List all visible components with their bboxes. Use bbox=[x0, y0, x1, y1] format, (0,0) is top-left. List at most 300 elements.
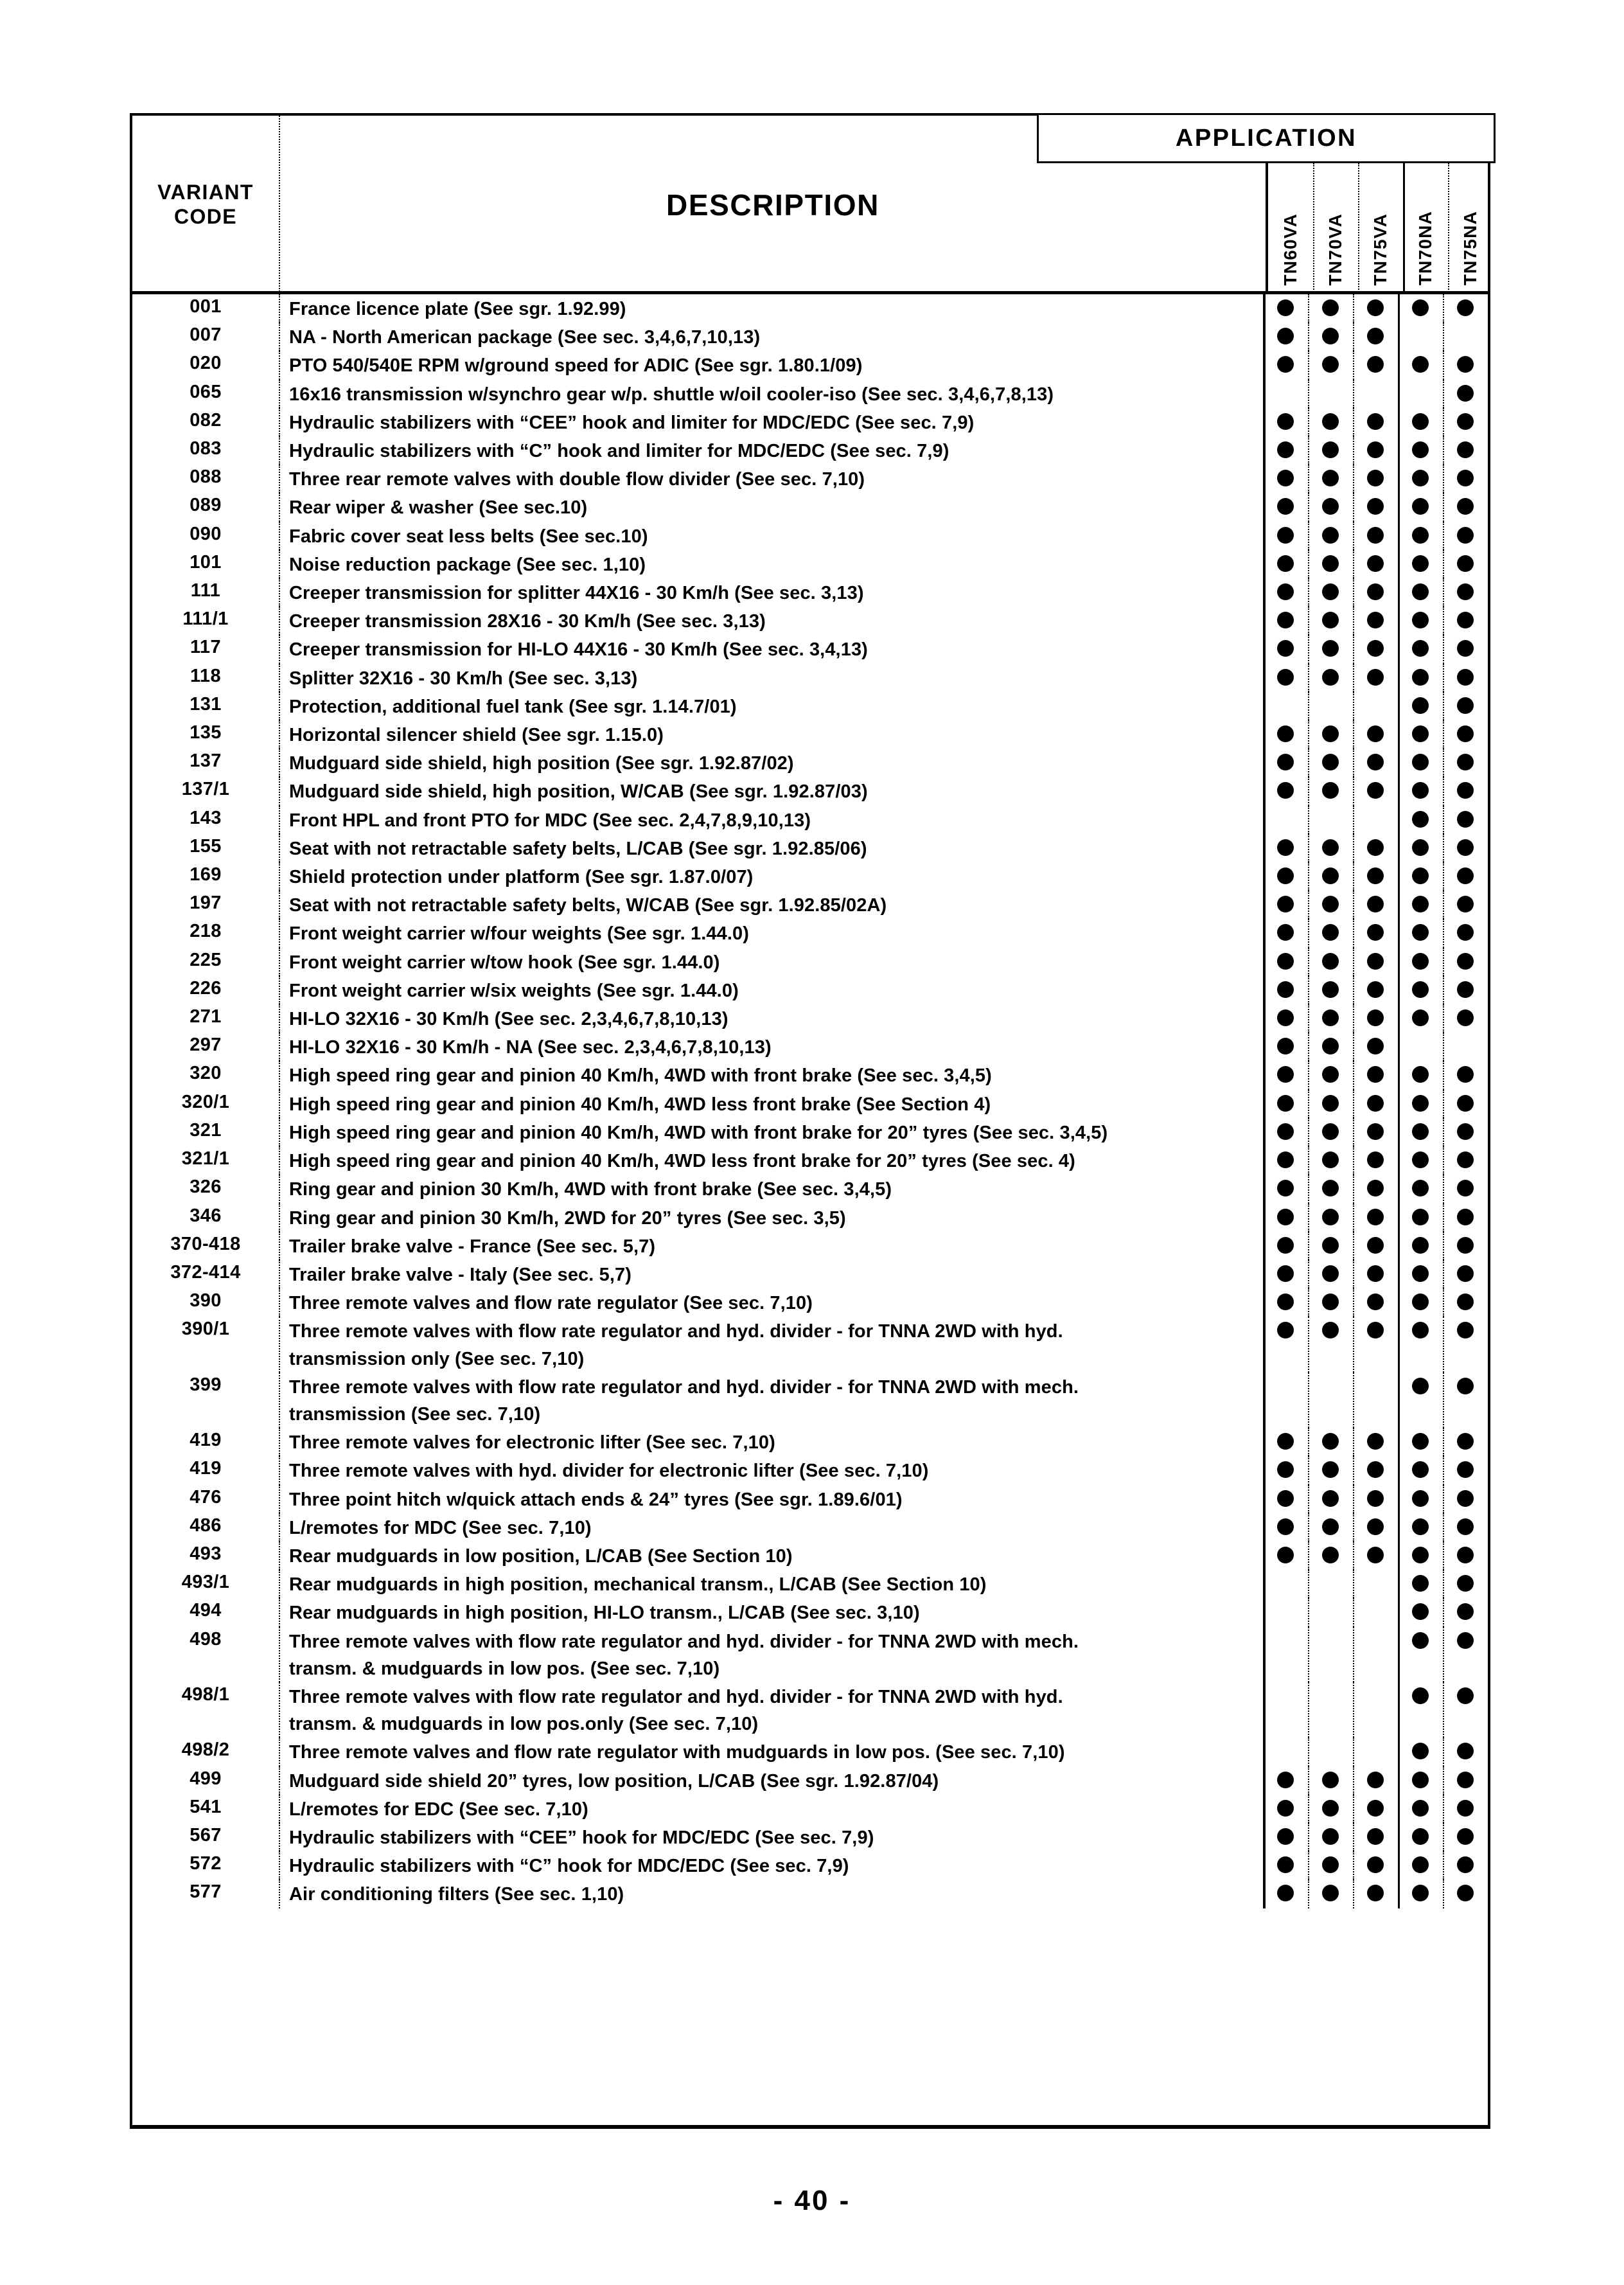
table-row bbox=[132, 493, 1488, 521]
application-cell-tn75na bbox=[1443, 493, 1488, 521]
description-line: transm. & mudguards in low pos. (See sec. 7,10) bbox=[289, 1658, 720, 1679]
availability-empty bbox=[1367, 1378, 1384, 1394]
variant-code-cell bbox=[132, 1146, 279, 1175]
application-column-header-tn60va bbox=[1268, 163, 1313, 294]
application-cell-tn60va bbox=[1263, 1373, 1308, 1428]
availability-dot-icon bbox=[1322, 1885, 1339, 1901]
application-cells bbox=[1263, 1004, 1488, 1033]
variant-code-value: 493/1 bbox=[181, 1572, 230, 1593]
description-cell bbox=[279, 1260, 1263, 1288]
page-number: - 40 - bbox=[773, 2185, 851, 2216]
variant-code-value: 498 bbox=[190, 1628, 222, 1649]
application-cell-tn70va bbox=[1308, 1428, 1353, 1456]
description-cell bbox=[279, 635, 1263, 663]
variant-code-value: 101 bbox=[190, 551, 222, 573]
application-cell-tn60va bbox=[1263, 919, 1308, 947]
variant-code-value: 577 bbox=[190, 1881, 222, 1903]
application-cell-tn75na bbox=[1443, 1260, 1488, 1288]
application-cells bbox=[1263, 1288, 1488, 1317]
application-cell-tn70na bbox=[1398, 550, 1443, 578]
application-cell-tn70na bbox=[1398, 1570, 1443, 1598]
availability-dot-icon bbox=[1412, 555, 1429, 572]
variant-code-cell bbox=[132, 578, 279, 607]
application-cell-tn60va bbox=[1263, 891, 1308, 919]
application-cell-tn70na bbox=[1398, 465, 1443, 493]
application-cell-tn70va bbox=[1308, 1682, 1353, 1738]
availability-dot-icon bbox=[1367, 1237, 1384, 1254]
availability-dot-icon bbox=[1322, 413, 1339, 430]
availability-dot-icon bbox=[1277, 669, 1294, 686]
page-footer bbox=[0, 2185, 1624, 2217]
availability-dot-icon bbox=[1277, 1772, 1294, 1788]
application-cell-tn60va bbox=[1263, 1795, 1308, 1823]
availability-dot-icon bbox=[1367, 1038, 1384, 1054]
description-line: High speed ring gear and pinion 40 Km/h, 4WD less front brake for 20” tyres (See sec. 4) bbox=[289, 1151, 1075, 1172]
availability-dot-icon bbox=[1412, 640, 1429, 657]
application-cell-tn60va bbox=[1263, 493, 1308, 521]
application-cell-tn75va bbox=[1353, 436, 1398, 465]
application-cell-tn75na bbox=[1443, 1118, 1488, 1146]
application-cells bbox=[1263, 1570, 1488, 1598]
application-cell-tn70va bbox=[1308, 578, 1353, 607]
availability-dot-icon bbox=[1277, 782, 1294, 799]
application-cells bbox=[1263, 550, 1488, 578]
description-line: Air conditioning filters (See sec. 1,10) bbox=[289, 1884, 624, 1905]
variant-code-value: 399 bbox=[190, 1374, 222, 1395]
availability-empty bbox=[1367, 811, 1384, 828]
description-cell bbox=[279, 1061, 1263, 1089]
table-row bbox=[132, 834, 1488, 862]
description-cell bbox=[279, 1738, 1263, 1766]
application-cell-tn75na bbox=[1443, 806, 1488, 834]
table-row bbox=[132, 1428, 1488, 1456]
application-cells bbox=[1263, 976, 1488, 1004]
variant-code-cell bbox=[132, 380, 279, 408]
variant-code-cell bbox=[132, 1232, 279, 1260]
availability-empty bbox=[1322, 1575, 1339, 1592]
availability-dot-icon bbox=[1457, 299, 1474, 316]
application-cell-tn60va bbox=[1263, 522, 1308, 550]
application-cell-tn75na bbox=[1443, 1513, 1488, 1542]
availability-dot-icon bbox=[1412, 1575, 1429, 1592]
variant-code-value: 131 bbox=[190, 693, 222, 715]
variant-code-value: 493 bbox=[190, 1543, 222, 1564]
table-row bbox=[132, 1570, 1488, 1598]
availability-dot-icon bbox=[1367, 896, 1384, 912]
availability-dot-icon bbox=[1277, 1518, 1294, 1535]
description-cell bbox=[279, 1090, 1263, 1118]
availability-dot-icon bbox=[1322, 1518, 1339, 1535]
availability-dot-icon bbox=[1457, 1009, 1474, 1026]
application-cell-tn70va bbox=[1308, 1118, 1353, 1146]
table-body bbox=[130, 294, 1490, 2129]
application-cell-tn70va bbox=[1308, 408, 1353, 436]
application-cell-tn70va bbox=[1308, 1260, 1353, 1288]
application-cell-tn75na bbox=[1443, 351, 1488, 379]
availability-dot-icon bbox=[1457, 1856, 1474, 1873]
application-cell-tn70na bbox=[1398, 1004, 1443, 1033]
availability-dot-icon bbox=[1367, 299, 1384, 316]
application-cell-tn75va bbox=[1353, 578, 1398, 607]
table-row bbox=[132, 1090, 1488, 1118]
application-cells bbox=[1263, 635, 1488, 663]
availability-dot-icon bbox=[1457, 1800, 1474, 1817]
application-cell-tn75va bbox=[1353, 1738, 1398, 1766]
application-cell-tn70va bbox=[1308, 1033, 1353, 1061]
variant-code-cell bbox=[132, 436, 279, 465]
application-cells bbox=[1263, 351, 1488, 379]
application-cell-tn75va bbox=[1353, 720, 1398, 749]
application-cell-tn75na bbox=[1443, 1456, 1488, 1484]
availability-dot-icon bbox=[1277, 583, 1294, 600]
availability-dot-icon bbox=[1412, 527, 1429, 544]
application-cell-tn75va bbox=[1353, 1485, 1398, 1513]
application-cells bbox=[1263, 1851, 1488, 1880]
variant-code-cell bbox=[132, 1598, 279, 1626]
application-cell-tn75na bbox=[1443, 1317, 1488, 1372]
description-line: Creeper transmission 28X16 - 30 Km/h (See sec. 3,13) bbox=[289, 611, 766, 632]
table-row bbox=[132, 1795, 1488, 1823]
application-cell-tn70na bbox=[1398, 607, 1443, 635]
availability-dot-icon bbox=[1322, 1151, 1339, 1168]
variant-code-value: 321/1 bbox=[181, 1148, 230, 1169]
application-cell-tn70va bbox=[1308, 720, 1353, 749]
variant-code-value: 111 bbox=[190, 580, 221, 601]
application-cell-tn70va bbox=[1308, 1456, 1353, 1484]
variant-code-cell bbox=[132, 522, 279, 550]
availability-dot-icon bbox=[1322, 1547, 1339, 1563]
description-line: High speed ring gear and pinion 40 Km/h, 4WD less front brake (See Section 4) bbox=[289, 1094, 991, 1115]
application-cell-tn60va bbox=[1263, 1317, 1308, 1372]
availability-dot-icon bbox=[1457, 1575, 1474, 1592]
application-cell-tn60va bbox=[1263, 635, 1308, 663]
availability-dot-icon bbox=[1457, 839, 1474, 856]
variant-code-cell bbox=[132, 1795, 279, 1823]
application-cells bbox=[1263, 323, 1488, 351]
availability-dot-icon bbox=[1457, 1828, 1474, 1845]
application-cell-tn75na bbox=[1443, 1766, 1488, 1795]
availability-dot-icon bbox=[1367, 1518, 1384, 1535]
application-cell-tn70va bbox=[1308, 1570, 1353, 1598]
availability-dot-icon bbox=[1412, 725, 1429, 742]
availability-dot-icon bbox=[1322, 669, 1339, 686]
application-cell-tn60va bbox=[1263, 1004, 1308, 1033]
availability-dot-icon bbox=[1367, 1265, 1384, 1282]
application-cell-tn70va bbox=[1308, 550, 1353, 578]
description-cell bbox=[279, 1823, 1263, 1851]
application-cells bbox=[1263, 806, 1488, 834]
availability-dot-icon bbox=[1457, 669, 1474, 686]
application-cell-tn70na bbox=[1398, 1738, 1443, 1766]
application-cells bbox=[1263, 465, 1488, 493]
application-cell-tn70va bbox=[1308, 1851, 1353, 1880]
application-cell-tn75na bbox=[1443, 720, 1488, 749]
application-cell-tn60va bbox=[1263, 436, 1308, 465]
application-cell-tn60va bbox=[1263, 664, 1308, 692]
application-cell-tn75na bbox=[1443, 635, 1488, 663]
availability-dot-icon bbox=[1412, 697, 1429, 714]
availability-dot-icon bbox=[1412, 1743, 1429, 1759]
variant-code-cell bbox=[132, 493, 279, 521]
table-row bbox=[132, 635, 1488, 663]
application-cell-tn70na bbox=[1398, 1118, 1443, 1146]
application-cell-tn60va bbox=[1263, 1823, 1308, 1851]
variant-code-cell bbox=[132, 806, 279, 834]
application-cell-tn75va bbox=[1353, 1682, 1398, 1738]
availability-dot-icon bbox=[1322, 1856, 1339, 1873]
description-cell bbox=[279, 1627, 1263, 1682]
availability-dot-icon bbox=[1367, 583, 1384, 600]
availability-dot-icon bbox=[1412, 1828, 1429, 1845]
application-cell-tn70na bbox=[1398, 436, 1443, 465]
description-line: NA - North American package (See sec. 3,4,6,7,10,13) bbox=[289, 327, 761, 348]
application-cell-tn70na bbox=[1398, 1288, 1443, 1317]
availability-dot-icon bbox=[1277, 839, 1294, 856]
application-cells bbox=[1263, 607, 1488, 635]
application-cell-tn75va bbox=[1353, 1570, 1398, 1598]
variant-code-value: 135 bbox=[190, 722, 222, 743]
description-line: Front HPL and front PTO for MDC (See sec. 2,4,7,8,9,10,13) bbox=[289, 810, 811, 831]
application-cell-tn60va bbox=[1263, 1033, 1308, 1061]
variant-code-cell bbox=[132, 465, 279, 493]
application-cell-tn70na bbox=[1398, 1598, 1443, 1626]
availability-dot-icon bbox=[1457, 1490, 1474, 1507]
variant-code-cell bbox=[132, 1513, 279, 1542]
variant-code-value: 065 bbox=[190, 381, 222, 402]
availability-dot-icon bbox=[1367, 1885, 1384, 1901]
availability-dot-icon bbox=[1322, 1322, 1339, 1338]
variant-code-cell bbox=[132, 948, 279, 976]
availability-dot-icon bbox=[1412, 1433, 1429, 1450]
table-row bbox=[132, 749, 1488, 777]
availability-dot-icon bbox=[1322, 1095, 1339, 1112]
variant-code-cell bbox=[132, 1456, 279, 1484]
application-cell-tn70na bbox=[1398, 1823, 1443, 1851]
application-cell-tn75va bbox=[1353, 1823, 1398, 1851]
availability-dot-icon bbox=[1277, 470, 1294, 486]
availability-dot-icon bbox=[1412, 470, 1429, 486]
availability-dot-icon bbox=[1367, 470, 1384, 486]
availability-empty bbox=[1457, 1038, 1474, 1054]
table-row bbox=[132, 1033, 1488, 1061]
application-cell-tn70na bbox=[1398, 294, 1443, 323]
availability-dot-icon bbox=[1277, 896, 1294, 912]
availability-dot-icon bbox=[1277, 441, 1294, 458]
application-cell-tn70va bbox=[1308, 1317, 1353, 1372]
availability-dot-icon bbox=[1457, 1265, 1474, 1282]
variant-code-value: 372-414 bbox=[170, 1261, 241, 1283]
application-cell-tn75va bbox=[1353, 1288, 1398, 1317]
application-column-headers bbox=[1268, 163, 1493, 294]
description-line: Mudguard side shield, high position (See sgr. 1.92.87/02) bbox=[289, 753, 794, 774]
description-line: Seat with not retractable safety belts, W/CAB (See sgr. 1.92.85/02A) bbox=[289, 895, 887, 916]
application-cell-tn75na bbox=[1443, 408, 1488, 436]
availability-empty bbox=[1412, 385, 1429, 402]
table-row bbox=[132, 1513, 1488, 1542]
description-line: High speed ring gear and pinion 40 Km/h, 4WD with front brake for 20” tyres (See sec. 3,4,5) bbox=[289, 1122, 1108, 1143]
availability-dot-icon bbox=[1277, 328, 1294, 344]
variant-code-value: 419 bbox=[190, 1430, 222, 1451]
availability-empty bbox=[1322, 1603, 1339, 1620]
availability-dot-icon bbox=[1367, 640, 1384, 657]
description-line: Rear mudguards in high position, HI-LO transm., L/CAB (See sec. 3,10) bbox=[289, 1603, 920, 1624]
application-cell-tn60va bbox=[1263, 1598, 1308, 1626]
application-cell-tn60va bbox=[1263, 550, 1308, 578]
availability-empty bbox=[1277, 1687, 1294, 1704]
application-cell-tn75na bbox=[1443, 465, 1488, 493]
availability-dot-icon bbox=[1457, 1743, 1474, 1759]
application-cell-tn60va bbox=[1263, 1204, 1308, 1232]
availability-dot-icon bbox=[1322, 1828, 1339, 1845]
application-cell-tn70na bbox=[1398, 1682, 1443, 1738]
availability-dot-icon bbox=[1412, 1180, 1429, 1196]
availability-empty bbox=[1367, 1687, 1384, 1704]
application-cell-tn70va bbox=[1308, 919, 1353, 947]
availability-dot-icon bbox=[1322, 1800, 1339, 1817]
availability-dot-icon bbox=[1412, 413, 1429, 430]
availability-dot-icon bbox=[1367, 1009, 1384, 1026]
application-cell-tn70va bbox=[1308, 436, 1353, 465]
application-cell-tn70na bbox=[1398, 1627, 1443, 1682]
variant-code-cell bbox=[132, 692, 279, 720]
application-cell-tn70va bbox=[1308, 1204, 1353, 1232]
description-cell bbox=[279, 294, 1263, 323]
application-cells bbox=[1263, 692, 1488, 720]
application-cell-tn75va bbox=[1353, 664, 1398, 692]
variant-code-cell bbox=[132, 1428, 279, 1456]
availability-dot-icon bbox=[1412, 1123, 1429, 1140]
availability-dot-icon bbox=[1322, 1180, 1339, 1196]
application-cells bbox=[1263, 1795, 1488, 1823]
application-cell-tn70va bbox=[1308, 1004, 1353, 1033]
application-cell-tn60va bbox=[1263, 1880, 1308, 1908]
availability-empty bbox=[1277, 1378, 1294, 1394]
application-cells bbox=[1263, 919, 1488, 947]
description-cell bbox=[279, 1004, 1263, 1033]
application-cell-tn75va bbox=[1353, 948, 1398, 976]
availability-dot-icon bbox=[1277, 299, 1294, 316]
availability-dot-icon bbox=[1322, 498, 1339, 515]
application-cell-tn75na bbox=[1443, 522, 1488, 550]
application-cell-tn70na bbox=[1398, 806, 1443, 834]
description-line: Three remote valves with hyd. divider for electronic lifter (See sec. 7,10) bbox=[289, 1461, 929, 1482]
availability-dot-icon bbox=[1322, 896, 1339, 912]
application-cells bbox=[1263, 664, 1488, 692]
application-cell-tn75va bbox=[1353, 294, 1398, 323]
description-line: Noise reduction package (See sec. 1,10) bbox=[289, 554, 646, 575]
table-row bbox=[132, 919, 1488, 947]
application-cell-tn75va bbox=[1353, 1004, 1398, 1033]
application-cell-tn70va bbox=[1308, 1880, 1353, 1908]
availability-dot-icon bbox=[1322, 1433, 1339, 1450]
application-cells bbox=[1263, 1373, 1488, 1428]
variant-code-value: 476 bbox=[190, 1486, 222, 1507]
application-cell-tn75na bbox=[1443, 1823, 1488, 1851]
description-cell bbox=[279, 1317, 1263, 1372]
availability-dot-icon bbox=[1322, 1461, 1339, 1478]
variant-code-header bbox=[132, 116, 279, 294]
availability-dot-icon bbox=[1457, 356, 1474, 373]
application-cell-tn60va bbox=[1263, 1428, 1308, 1456]
variant-code-cell bbox=[132, 1570, 279, 1598]
availability-dot-icon bbox=[1277, 356, 1294, 373]
description-line: L/remotes for MDC (See sec. 7,10) bbox=[289, 1517, 592, 1538]
availability-empty bbox=[1322, 1687, 1339, 1704]
application-cell-tn70na bbox=[1398, 777, 1443, 805]
description-cell bbox=[279, 1146, 1263, 1175]
variant-code-value: 271 bbox=[190, 1006, 222, 1027]
availability-dot-icon bbox=[1367, 555, 1384, 572]
availability-dot-icon bbox=[1322, 981, 1339, 998]
availability-dot-icon bbox=[1457, 697, 1474, 714]
application-cell-tn60va bbox=[1263, 692, 1308, 720]
availability-dot-icon bbox=[1322, 441, 1339, 458]
description-line: Three remote valves with flow rate regulator and hyd. divider - for TNNA 2WD with mech. bbox=[289, 1631, 1079, 1652]
application-cell-tn60va bbox=[1263, 1738, 1308, 1766]
description-line: Mudguard side shield 20” tyres, low position, L/CAB (See sgr. 1.92.87/04) bbox=[289, 1770, 939, 1792]
application-cell-tn70na bbox=[1398, 1456, 1443, 1484]
application-cells bbox=[1263, 1175, 1488, 1203]
availability-dot-icon bbox=[1457, 1294, 1474, 1310]
application-cell-tn60va bbox=[1263, 1485, 1308, 1513]
availability-dot-icon bbox=[1412, 1066, 1429, 1083]
availability-dot-icon bbox=[1457, 896, 1474, 912]
table-row bbox=[132, 1851, 1488, 1880]
variant-code-value: 117 bbox=[190, 637, 221, 658]
application-cell-tn75va bbox=[1353, 1766, 1398, 1795]
availability-dot-icon bbox=[1367, 328, 1384, 344]
variant-code-value: 297 bbox=[190, 1035, 222, 1056]
availability-dot-icon bbox=[1322, 1038, 1339, 1054]
availability-dot-icon bbox=[1457, 470, 1474, 486]
availability-dot-icon bbox=[1412, 1885, 1429, 1901]
availability-dot-icon bbox=[1457, 640, 1474, 657]
table-row bbox=[132, 862, 1488, 891]
availability-dot-icon bbox=[1412, 896, 1429, 912]
variant-code-header-line2: CODE bbox=[173, 205, 238, 228]
availability-dot-icon bbox=[1367, 1856, 1384, 1873]
application-cell-tn75va bbox=[1353, 1456, 1398, 1484]
availability-dot-icon bbox=[1367, 413, 1384, 430]
application-cell-tn70na bbox=[1398, 948, 1443, 976]
variant-code-value: 320 bbox=[190, 1063, 222, 1084]
description-cell bbox=[279, 948, 1263, 976]
application-cell-tn70na bbox=[1398, 1542, 1443, 1570]
application-cell-tn70na bbox=[1398, 1795, 1443, 1823]
application-cell-tn75na bbox=[1443, 1061, 1488, 1089]
variant-code-cell bbox=[132, 1542, 279, 1570]
application-cell-tn60va bbox=[1263, 408, 1308, 436]
application-cell-tn60va bbox=[1263, 1513, 1308, 1542]
table-row bbox=[132, 465, 1488, 493]
availability-dot-icon bbox=[1457, 527, 1474, 544]
application-cell-tn70na bbox=[1398, 522, 1443, 550]
application-cell-tn75va bbox=[1353, 749, 1398, 777]
variant-code-cell bbox=[132, 1766, 279, 1795]
availability-dot-icon bbox=[1277, 1433, 1294, 1450]
availability-dot-icon bbox=[1367, 1180, 1384, 1196]
application-cell-tn70va bbox=[1308, 607, 1353, 635]
variant-code-cell bbox=[132, 1627, 279, 1682]
description-cell bbox=[279, 1033, 1263, 1061]
availability-dot-icon bbox=[1412, 1151, 1429, 1168]
variant-code-cell bbox=[132, 1061, 279, 1089]
description-header-label: DESCRIPTION bbox=[666, 188, 879, 222]
application-cells bbox=[1263, 408, 1488, 436]
application-cell-tn75na bbox=[1443, 607, 1488, 635]
availability-empty bbox=[1457, 328, 1474, 344]
application-cell-tn70na bbox=[1398, 749, 1443, 777]
